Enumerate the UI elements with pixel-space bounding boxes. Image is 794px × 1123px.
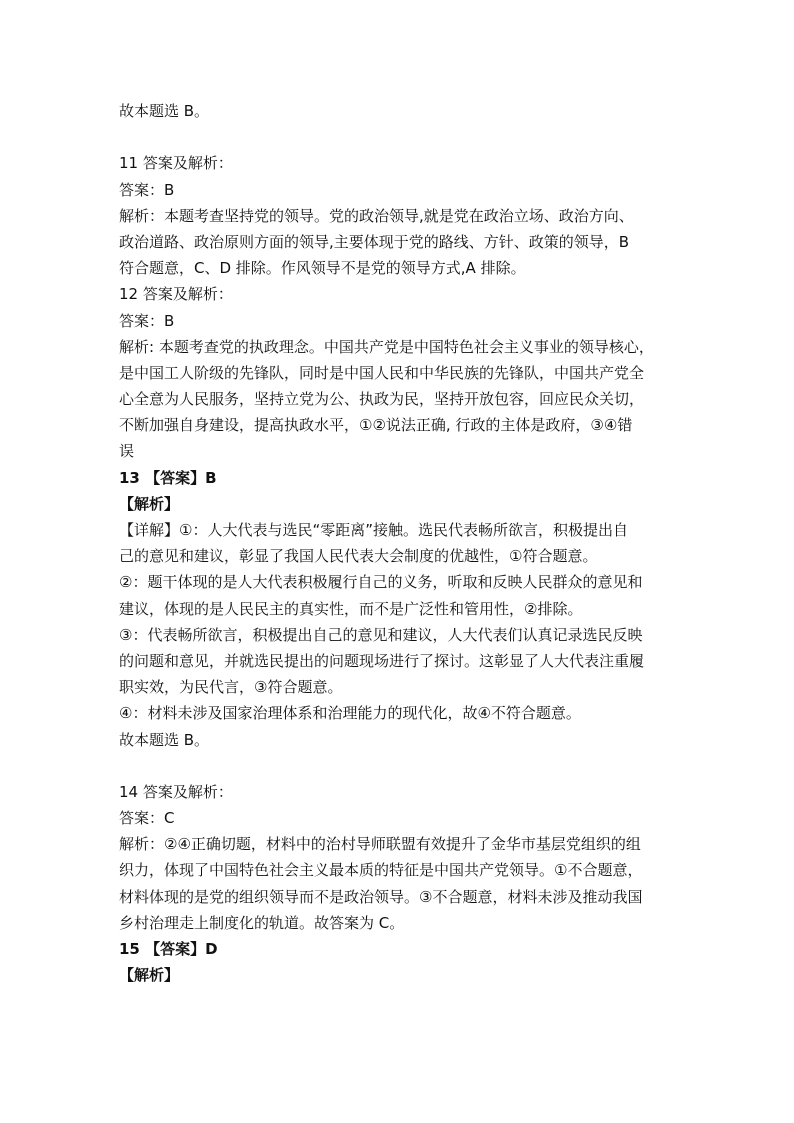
text-line: 14 答案及解析： (119, 782, 233, 801)
blank-line (119, 753, 679, 779)
text-line: 心全意为人民服务，坚持立党为公、执政为民，坚持开放包容，回应民众关切， (119, 390, 645, 409)
text-line: 11 答案及解析： (119, 154, 233, 173)
text-line: ②：题干体现的是人大代表积极履行自己的义务，听取和反映人民群众的意见和 (119, 573, 643, 592)
text-line: 【解析】 (119, 494, 180, 513)
text-line: 答案：C (119, 809, 175, 828)
text-line: 建议，体现的是人民民主的真实性，而不是广泛性和管用性，②排除。 (119, 599, 583, 618)
document-body (119, 98, 679, 988)
text-line: 13 【答案】B (119, 468, 217, 487)
text-line: 职实效，为民代言，③符合题意。 (119, 678, 343, 697)
text-line: 答案：B (119, 311, 175, 330)
text-line: 不断加强自身建设，提高执政水平，①②说法正确, 行政的主体是政府，③④错 (119, 416, 633, 435)
text-line: 符合题意，C、D 排除。作风领导不是党的领导方式,A 排除。 (119, 259, 526, 278)
text-line: 织力，体现了中国特色社会主义最本质的特征是中国共产党领导。①不合题意， (119, 861, 643, 880)
text-line: 解析: 本题考查党的执政理念。中国共产党是中国特色社会主义事业的领导核心， (119, 337, 654, 356)
text-line: ③：代表畅所欲言，积极提出自己的意见和建议，人大代表们认真记录选民反映 (119, 625, 643, 644)
text-line: 的问题和意见，并就选民提出的问题现场进行了探讨。这彰显了人大代表注重履 (119, 651, 645, 670)
text-line: 乡村治理走上制度化的轨道。故答案为 C。 (119, 913, 405, 932)
text-line: 答案：B (119, 180, 175, 199)
text-line: 误 (119, 442, 135, 461)
text-line: 【解析】 (119, 966, 180, 985)
text-line: 是中国工人阶级的先锋队，同时是中国人民和中华民族的先锋队，中国共产党全 (119, 363, 645, 382)
text-line: 己的意见和建议，彰显了我国人民代表大会制度的优越性，①符合题意。 (119, 547, 598, 566)
text-line: 材料体现的是党的组织领导而不是政治领导。③不合题意，材料未涉及推动我国 (119, 887, 643, 906)
text-line: 解析：本题考查坚持党的领导。党的政治领导,就是党在政治立场、政治方向、 (119, 206, 634, 225)
text-line: ④：材料未涉及国家治理体系和治理能力的现代化，故④不符合题意。 (119, 704, 581, 723)
text-line: 故本题选 B。 (119, 102, 210, 120)
text-line: 12 答案及解析： (119, 285, 233, 304)
text-line: 故本题选 B。 (119, 730, 210, 749)
text-line: 【详解】①：人大代表与选民“零距离”接触。选民代表畅所欲言，积极提出自 (119, 521, 628, 539)
text-line: 解析：②④正确切题，材料中的治村导师联盟有效提升了金华市基层党组织的组 (119, 835, 641, 854)
text-line: 15 【答案】D (119, 940, 218, 958)
text-line: 政治道路、政治原则方面的领导,主要体现于党的路线、方针、政策的领导，B (119, 232, 630, 251)
blank-line (119, 124, 679, 150)
